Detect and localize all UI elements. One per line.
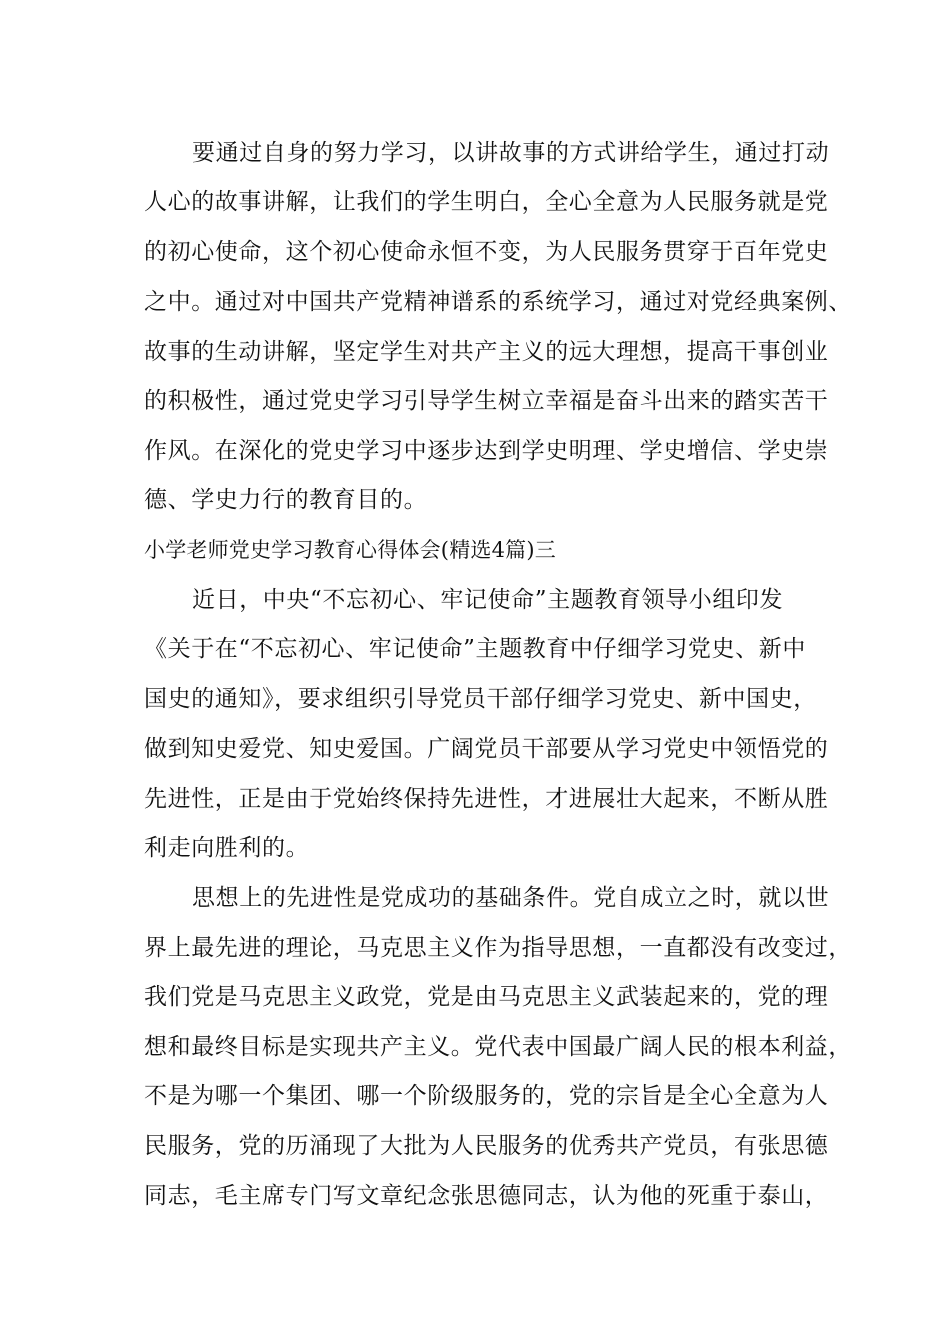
paragraph-1-line: 德、学史力行的教育目的。 — [144, 487, 428, 513]
paragraph-3-line: 不是为哪一个集团、哪一个阶级服务的，党的宗旨是全心全意为人 — [144, 1083, 829, 1109]
paragraph-1-line: 之中。通过对中国共产党精神谱系的系统学习，通过对党经典案例、 — [144, 289, 852, 315]
paragraph-3-line: 思想上的先进性是党成功的基础条件。党自成立之时，就以世 — [192, 885, 830, 911]
paragraph-2-line: 国史的通知》，要求组织引导党员干部仔细学习党史、新中国史， — [144, 686, 817, 712]
paragraph-1-line: 故事的生动讲解，坚定学生对共产主义的远大理想，提高干事创业 — [144, 339, 829, 365]
paragraph-2-line: 做到知史爱党、知史爱国。广阔党员干部要从学习党史中领悟党的 — [144, 736, 829, 762]
paragraph-1-line: 作风。在深化的党史学习中逐步达到学史明理、学史增信、学史崇 — [144, 438, 829, 464]
paragraph-2-line: 先进性，正是由于党始终保持先进性，才进展壮大起来，不断从胜 — [144, 786, 829, 812]
paragraph-1-line: 的积极性，通过党史学习引导学生树立幸福是奋斗出来的踏实苦干 — [144, 388, 829, 414]
paragraph-2-line: 《关于在“不忘初心、牢记使命”主题教育中仔细学习党史、新中 — [144, 636, 806, 662]
paragraph-1-line: 人心的故事讲解，让我们的学生明白，全心全意为人民服务就是党 — [144, 189, 829, 215]
section-heading: 小学老师党史学习教育心得体会(精选4篇)三 — [144, 538, 556, 562]
paragraph-1-line: 的初心使命，这个初心使命永恒不变，为人民服务贯穿于百年党史 — [144, 239, 829, 265]
paragraph-3-line: 我们党是马克思主义政党，党是由马克思主义武装起来的，党的理 — [144, 984, 829, 1010]
paragraph-3-line: 界上最先进的理论，马克思主义作为指导思想，一直都没有改变过， — [144, 935, 852, 961]
paragraph-3-line: 民服务，党的历涌现了大批为人民服务的优秀共产党员，有张思德 — [144, 1133, 829, 1159]
paragraph-3-line: 想和最终目标是实现共产主义。党代表中国最广阔人民的根本利益， — [144, 1034, 852, 1060]
paragraph-2-line: 利走向胜利的。 — [144, 835, 310, 861]
paragraph-2-line: 近日，中央“不忘初心、牢记使命”主题教育领导小组印发 — [192, 587, 784, 613]
paragraph-3-line: 同志，毛主席专门写文章纪念张思德同志，认为他的死重于泰山， — [144, 1183, 829, 1209]
paragraph-1-line: 要通过自身的努力学习，以讲故事的方式讲给学生，通过打动 — [192, 140, 830, 166]
